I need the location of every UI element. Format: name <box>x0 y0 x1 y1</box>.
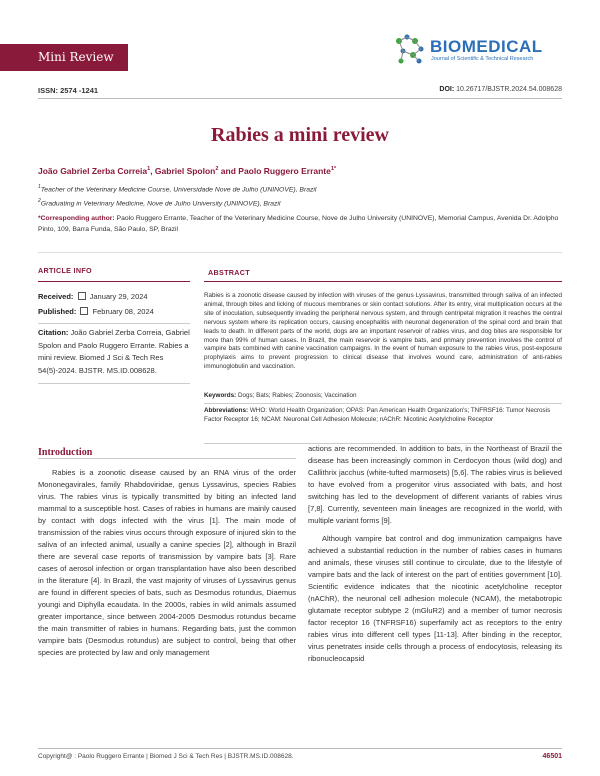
paragraph: Rabies is a zoonotic disease caused by an RNA virus of the order Mononegavirales, family Rhabdoviridae, genus Lyssavirus, species Rabies virus. The rabies virus is typically transmitted by biting an infected land mammal to a susceptible host. Cases of rabies in humans are mainly caused by contact with dogs infected with the virus [1]. The main mode of transmission of the rabies virus occurs through exposure of injured skin to the saliva of an infected animal, usually a canine species [2], although in Brazil there are several case reports of transmission by vampire bats [3]. Rare cases of aerosol infection or organ transplantation have also been described in the literature [4]. In Brazil, the vast majority of viruses of Lyssavirus genus are found in different species of bats, such as Desmodus rotundus, Diaemus youngi and Diphylla ecaudata. In the 2000s, rabies in wild animals assumed greater importance, since between 2004-2005 Desmodus rotundus became the main transmitter of rabies in humans. Regarding bats, just the common vampire bats (Desmodus rotundus) are subject to control, being that other species are protected by law and only management <box>38 468 296 657</box>
citation-text: João Gabriel Zerba Correia, Gabriel Spolon and Paolo Ruggero Errante. Rabies a mini review. Biomed J Sci & Tech Res 54(5)-2024. BJSTR. MS.ID.008628. <box>38 328 190 375</box>
received-label: Received: <box>38 292 74 301</box>
received-row <box>38 292 148 301</box>
affiliation <box>38 184 316 193</box>
doi-label: DOI: <box>439 86 455 93</box>
section-label: Mini Review <box>0 44 128 71</box>
divider <box>38 252 562 253</box>
divider <box>38 458 296 459</box>
author-name: Paolo Ruggero Errante <box>238 166 331 176</box>
journal-logo <box>393 33 578 73</box>
calendar-icon <box>80 307 88 315</box>
body-column-right <box>308 443 562 665</box>
dna-molecule-icon <box>393 33 427 67</box>
abbreviations-label: Abbreviations: <box>204 407 249 414</box>
published-row <box>38 307 154 316</box>
doi-link[interactable]: 10.26717/BJSTR.2024.54.008628 <box>456 86 562 93</box>
divider <box>204 281 562 282</box>
author-sup: 1* <box>330 166 337 173</box>
received-date: January 29, 2024 <box>89 292 148 301</box>
corresponding-author <box>38 213 562 235</box>
affiliation <box>38 198 280 207</box>
affiliation-sup: 1 <box>38 184 41 190</box>
affiliation-text: Graduating in Veterinary Medicine, Nove de Julho University (UNINOVE), Brazil <box>40 200 281 208</box>
keywords-label: Keywords: <box>204 392 237 399</box>
author-sup: 2 <box>215 166 219 173</box>
doi <box>439 86 562 93</box>
abbreviations-text: WHO: World Health Organization; OPAS: Pan American Health Organization's; TNFRSF16: Tumor Necrosis Factor Receptor 16; NCAM: Neuronal Cell Adhesion Molecule; nAChR: Nicotinic Acetylcholine Receptor <box>204 407 551 423</box>
divider <box>38 323 190 324</box>
citation-label: Citation: <box>38 328 69 337</box>
introduction-heading: Introduction <box>38 447 93 458</box>
calendar-icon <box>78 292 86 300</box>
citation <box>38 327 190 377</box>
published-date: February 08, 2024 <box>92 307 154 316</box>
header-divider <box>38 98 562 99</box>
corresponding-text: Paolo Ruggero Errante, Teacher of the Veterinary Medicine Course, Nove de Julho University (UNINOVE), Memorial Campus, Avenida Dr. Adolpho Pinto, 109, Barra Funda, São Paulo, SP, Brazil <box>38 215 559 233</box>
paragraph: Although vampire bat control and dog immunization campaigns have achieved a substantial reduction in the number of rabies cases in humans and animals, these viruses still continue to circulate, due to the lifestyle of vampire bats and the lack of interest on the part of entities government [10]. Scientific evidence indicates that the nicotinic acetylcholine receptor (nAChR), the neuronal cell adhesion molecule (NCAM), the metabotropic glutamate receptor subtype 2 (mGluR2) and a member of tumor necrosis factor receptor 16 (TNFRSF16) superfamily act as receptors to the entry rabies virus into different cell types [11-13]. After binding in the receptor, virus penetrates inside cells through a process of endocytosis, releasing its ribonucleocapsid <box>308 534 562 663</box>
published-label: Published: <box>38 307 77 316</box>
footer-divider <box>38 748 562 749</box>
issn: ISSN: 2574 -1241 <box>38 86 99 95</box>
affiliation-text: Teacher of the Veterinary Medicine Course, Universidade Nove de Julho (UNINOVE), Brazil <box>40 186 317 194</box>
logo-tagline: Journal of Scientific & Technical Research <box>431 56 534 62</box>
article-info-heading: ARTICLE INFO <box>38 266 92 275</box>
abstract-text: Rabies is a zoonotic disease caused by infection with viruses of the genus Lyssavirus, transmitted through saliva of an infected animal, through bites and licking of mucous membranes or skin contact solutions. After its entry, viral multiplication occurs at the site of inoculation, subsequently invading the peripheral nervous system, and through centripetal migration it reaches the central nervous system where its replication occurs, causing encephalitis with neuronal degeneration of the spinal cord and brain that leads to death. In different parts of the world, dogs are an important reservoir of rabies virus, and dog bites are responsible for more than 99% of human cases. In Brazil, the main reservoir is vampire bats, and primary prevention involves the control of vampire bats combined with canine vaccination campaigns. In the event of human exposure to the rabies virus, post-exposure prophylaxis aims to prevent progression to clinical disease that involves wound care, administration of anti-rabies immunoglobulin and vaccination. <box>204 292 562 371</box>
body-column-left <box>38 467 296 659</box>
abstract-heading: ABSTRACT <box>208 268 250 277</box>
abbreviations <box>204 407 562 425</box>
author-sup: 1 <box>147 166 151 173</box>
author-name: Gabriel Spolon <box>154 166 216 176</box>
author-name: João Gabriel Zerba Correia <box>38 166 148 176</box>
footer-copyright: Copyright@ : Paolo Ruggero Errante | Biomed J Sci & Tech Res | BJSTR.MS.ID.008628. <box>38 753 294 760</box>
divider <box>38 383 190 384</box>
keywords <box>204 392 562 399</box>
divider <box>204 403 562 404</box>
corresponding-label: *Corresponding author: <box>38 215 115 222</box>
paragraph: actions are recommended. In addition to bats, in the Northeast of Brazil the disease has been increasingly common in Cerdocyon thous (wild dog) and Callithrix jacchus (white-tufted marmosets) [5,6]. The rabies virus is believed to have evolved from a progenitor virus associated with bats, and host switching has led to the development of different variants of rabies virus [7,8]. Currently, seventeen main lineages are recognized in the world, with multiple variant forms [9]. <box>308 444 562 525</box>
author-list: João Gabriel Zerba Correia$^1$, Gabriel Spolon$^2$ and Paolo Ruggero Errante$^{1*}$ <box>38 166 337 176</box>
article-title: Rabies a mini review <box>211 124 389 146</box>
logo-name: BIOMEDICAL <box>430 37 543 56</box>
affiliation-sup: 2 <box>38 198 41 204</box>
divider <box>38 281 190 282</box>
page-number: 46501 <box>542 753 562 760</box>
keywords-text: Dogs; Bats; Rabies; Zoonosis; Vaccination <box>237 392 357 399</box>
